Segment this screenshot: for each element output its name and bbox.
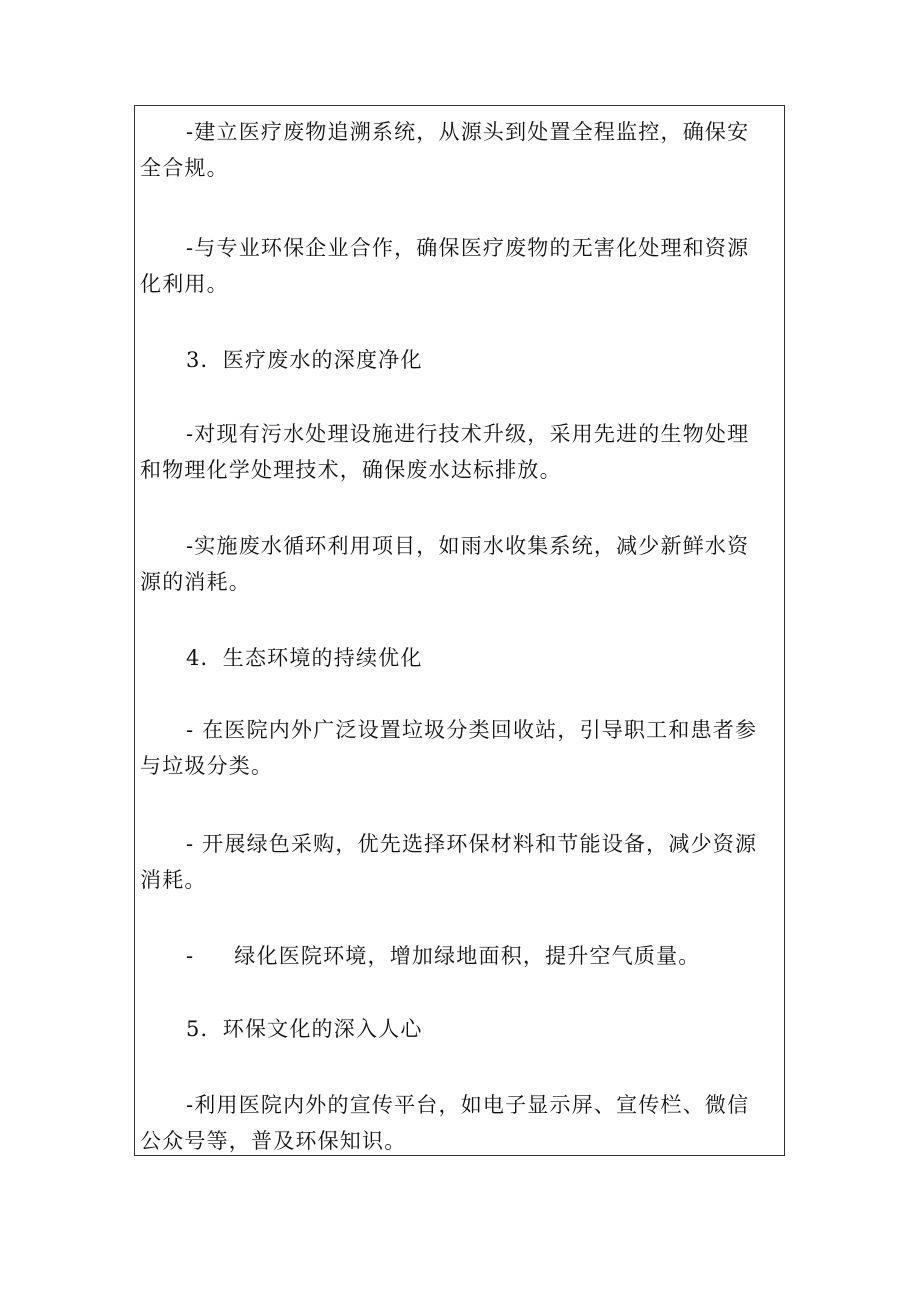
paragraph-greening: - 绿化医院环境，增加绿地面积，提升空气质量。 xyxy=(186,944,701,968)
paragraph-medical-waste-tracking: -建立医疗废物追溯系统，从源头到处置全程监控，确保安 全合规。 xyxy=(140,120,750,180)
paragraph-green-procurement: - 开展绿色采购，优先选择环保材料和节能设备，减少资源 消耗。 xyxy=(140,832,758,892)
section-heading-3: 3．医疗废水的深度净化 xyxy=(186,348,423,372)
paragraph-publicity-platforms: -利用医院内外的宣传平台，如电子显示屏、宣传栏、微信 公众号等，普及环保知识。 xyxy=(140,1093,750,1153)
paragraph-wastewater-upgrade: -对现有污水处理设施进行技术升级，采用先进的生物处理 和物理化学处理技术，确保废水达标排放。 xyxy=(140,422,750,482)
bullet-dash: - xyxy=(186,944,195,968)
paragraph-waste-sorting: - 在医院内外广泛设置垃圾分类回收站，引导职工和患者参 与垃圾分类。 xyxy=(140,718,758,778)
section-heading-5: 5．环保文化的深入人心 xyxy=(186,1017,423,1041)
paragraph-environmental-partnership: -与专业环保企业合作，确保医疗废物的无害化处理和资源 化利用。 xyxy=(140,236,750,296)
section-heading-4: 4．生态环境的持续优化 xyxy=(186,646,423,670)
paragraph-water-recycling: -实施废水循环利用项目，如雨水收集系统，减少新鲜水资 源的消耗。 xyxy=(140,534,750,594)
